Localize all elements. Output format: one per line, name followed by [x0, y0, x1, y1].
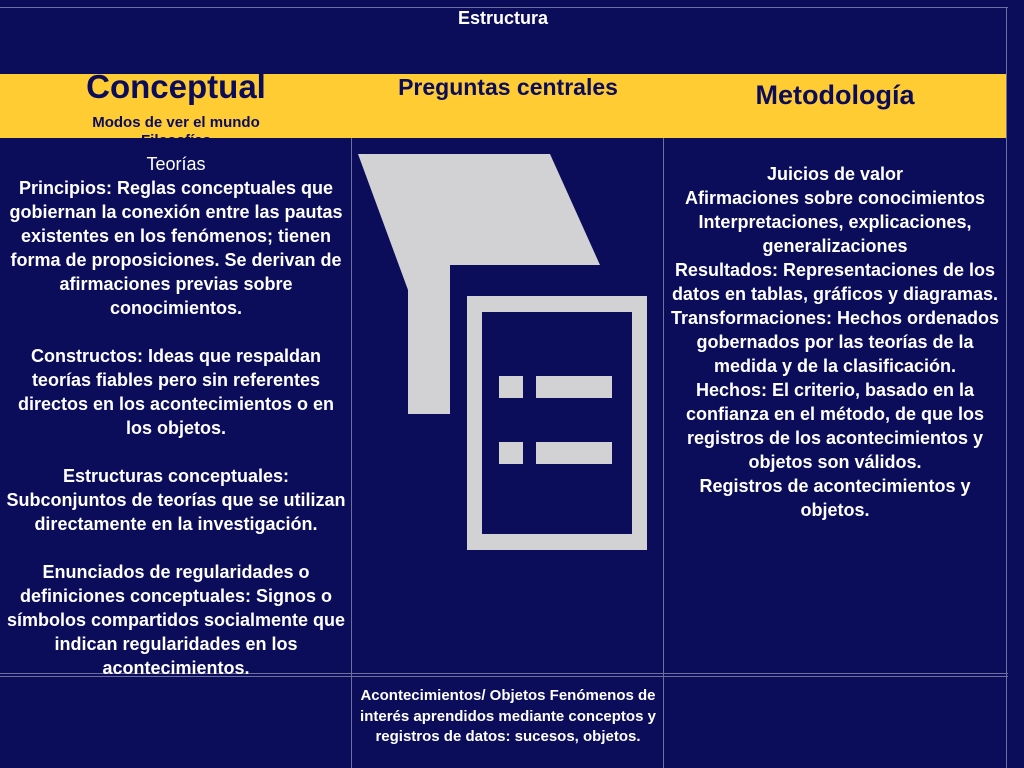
estructuras-text: Estructuras conceptuales: Subconjuntos de teorías que se utilizan directamente en la investigación.	[6, 466, 346, 534]
teorias-text: Teorías	[146, 154, 206, 174]
metodologia-item: Juicios de valor	[766, 164, 904, 184]
conceptual-subtitle-line: Modos de ver el mundo	[92, 114, 260, 131]
diagram-title: Estructura	[457, 8, 549, 28]
conceptual-body	[6, 152, 346, 680]
frame-right-line	[1006, 7, 1007, 768]
principios-text: Principios: Reglas conceptuales que gobiernan la conexión entre las pautas existentes en los fenómenos; tienen forma de proposiciones. Se derivan de afirmaciones previas sobre conocimientos.	[9, 178, 343, 318]
metodologia-heading: Metodología	[755, 80, 915, 110]
enunciados-text: Enunciados de regularidades o definiciones conceptuales: Signos o símbolos compartidos socialmente que indican regularidades en los acontecimientos.	[6, 562, 346, 678]
metodologia-item: Interpretaciones, explicaciones, generalizaciones	[698, 212, 972, 256]
acontecimientos-text: Acontecimientos/ Objetos Fenómenos de interés aprendidos mediante conceptos y registros de datos: sucesos, objetos.	[360, 687, 656, 745]
metodologia-item: Transformaciones: Hechos ordenados gobernados por las teorías de la medida y de la clasificación.	[670, 308, 1000, 376]
conceptual-subtitle	[0, 114, 352, 150]
metodologia-body	[670, 162, 1000, 522]
conceptual-subtitle-line: Filosofías	[140, 132, 211, 149]
metodologia-item: Resultados: Representaciones de los datos en tablas, gráficos y diagramas.	[671, 260, 999, 304]
metodologia-item: Afirmaciones sobre conocimientos	[684, 188, 986, 208]
constructos-text: Constructos: Ideas que respaldan teorías fiables pero sin referentes directos en los acontecimientos o en los objetos.	[17, 346, 335, 438]
metodologia-item: Hechos: El criterio, basado en la confianza en el método, de que los registros de los acontecimientos y objetos son válidos.	[685, 380, 985, 472]
document-list-icon	[352, 150, 664, 570]
conceptual-heading: Conceptual	[86, 68, 266, 105]
preguntas-heading: Preguntas centrales	[398, 74, 618, 100]
metodologia-item: Registros de acontecimientos y objetos.	[699, 476, 971, 520]
